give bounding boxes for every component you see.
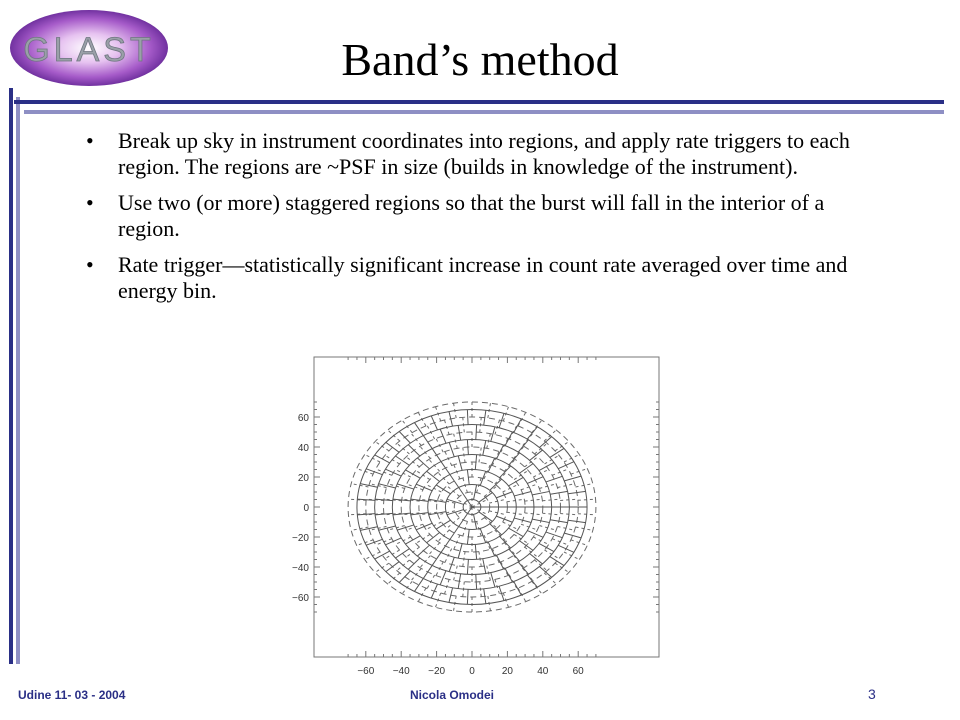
solid-sector-line (467, 589, 468, 604)
footer-author: Nicola Omodei (410, 688, 495, 702)
bullet-text: Break up sky in instrument coordinates into regions, and apply rate triggers to each region. The regions are ~PSF in size (builds in knowledge of the instrument). (118, 128, 850, 179)
x-tick-label: 0 (469, 666, 475, 677)
x-tick-label: −60 (357, 666, 375, 677)
x-tick-label: 20 (501, 666, 513, 677)
y-tick-label: 60 (297, 413, 309, 424)
bullet-item (80, 252, 880, 304)
x-tick-label: −40 (392, 666, 410, 677)
y-tick-label: −60 (292, 593, 309, 604)
horizontal-rule-light (24, 110, 944, 114)
plot-background (284, 352, 667, 682)
y-tick-label: −40 (292, 563, 309, 574)
logo-text: GLAST (23, 31, 155, 69)
bullet-text: Use two (or more) staggered regions so that the burst will fall in the interior of a region. (118, 190, 825, 241)
x-tick-label: 40 (537, 666, 549, 677)
y-tick-label: 20 (297, 473, 309, 484)
vertical-rule-light (16, 97, 20, 664)
bullet-list (80, 128, 880, 314)
vertical-rule-dark (9, 88, 13, 664)
x-tick-label: 60 (572, 666, 584, 677)
slide-title: Band’s method (341, 34, 619, 85)
bullet-dot: • (86, 190, 94, 215)
y-tick-label: −20 (292, 533, 309, 544)
x-tick-label: −20 (428, 666, 446, 677)
horizontal-rule-dark (14, 100, 944, 104)
footer-date: Udine 11- 03 - 2004 (18, 688, 126, 702)
solid-sector-line (467, 410, 468, 425)
bullet-item (80, 190, 880, 242)
bullet-dot: • (86, 252, 94, 277)
regions-diagram (284, 352, 667, 682)
bullet-text: Rate trigger—statistically significant increase in count rate averaged over time and energy bin. (118, 252, 848, 303)
page-number: 3 (868, 686, 876, 702)
bullet-dot: • (86, 128, 94, 153)
y-tick-label: 0 (303, 503, 309, 514)
bullet-item (80, 128, 880, 180)
y-tick-label: 40 (297, 443, 309, 454)
